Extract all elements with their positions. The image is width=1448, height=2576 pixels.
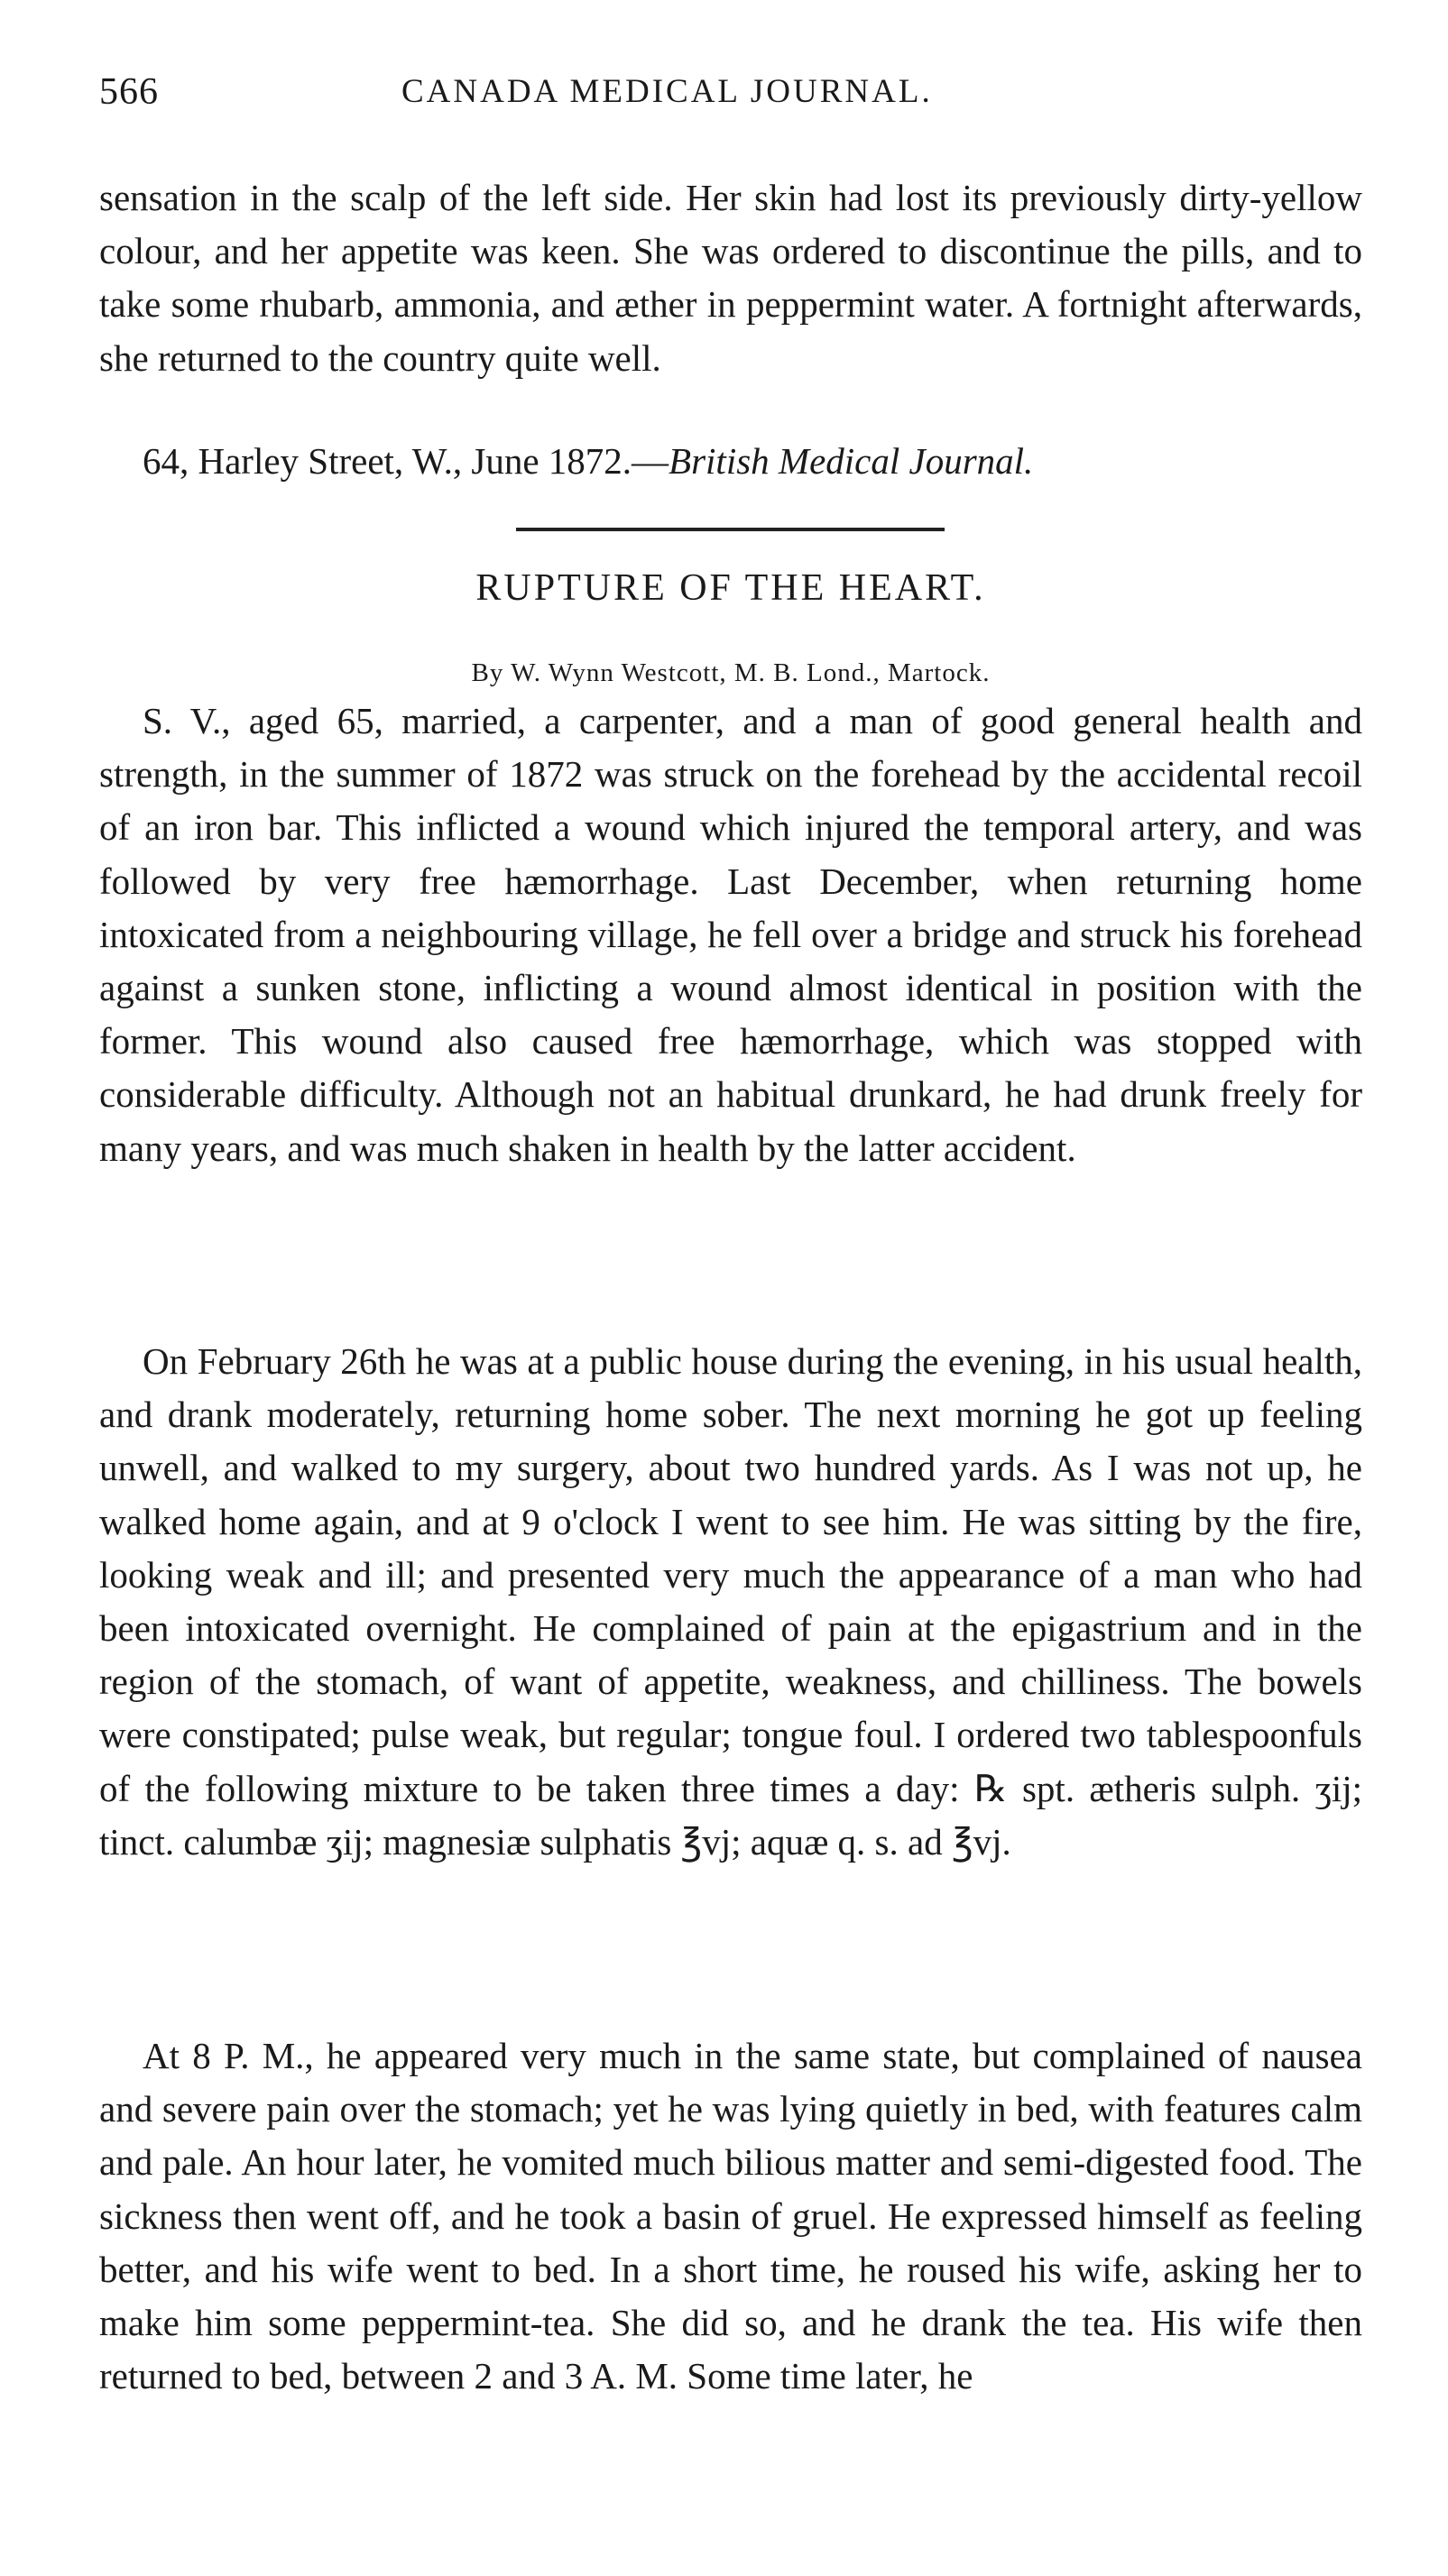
article-paragraph: S. V., aged 65, married, a carpenter, and a man of good general health and strength, in the summer of 1872 was struck on the forehead by the accidental recoil of an iron bar. This inflicted a wound which injured the temporal artery, and was followed by very free hæmorrhage. Last December, when returning home intoxicated from a neighbouring village, he fell over a bridge and struck his forehead against a sunken stone, inflicting a wound almost identical in position with the former. This wound also caused free hæmorrhage, which was stopped with considerable difficulty. Although not an habitual drunkard, he had drunk freely for many years, and was much shaken in health by the latter accident. <box>99 700 1362 1169</box>
page-number: 566 <box>99 71 159 113</box>
document-page <box>99 0 1362 2576</box>
article-paragraph: At 8 P. M., he appeared very much in the same state, but complained of nausea and severe pain over the stomach; yet he was lying quietly in bed, with features calm and pale. An hour later, he vomited much bilious matter and semi-digested food. The sickness then went off, and he took a basin of gruel. He expressed himself as feeling better, and his wife went to bed. In a short time, he roused his wife, asking her to make him some peppermint-tea. She did so, and he drank the tea. His wife then returned to bed, between 2 and 3 A. M. Some time later, he <box>99 2035 1362 2397</box>
signoff-journal: British Medical Journal. <box>669 440 1034 482</box>
journal-title: CANADA MEDICAL JOURNAL. <box>401 73 933 110</box>
article-byline: By W. Wynn Westcott, M. B. Lond., Martock. <box>471 658 991 687</box>
previous-article-signoff <box>143 435 1033 488</box>
article-title: RUPTURE OF THE HEART. <box>475 567 986 609</box>
article-paragraph: On February 26th he was at a public house during the evening, in his usual health, and drank moderately, returning home sober. The next morning he got up feeling unwell, and walked to my surgery, about two hundred yards. As I was not up, he walked home again, and at 9 o'clock I went to see him. He was sitting by the fire, looking weak and ill; and presented very much the appearance of a man who had been intoxicated overnight. He complained of pain at the epigastrium and in the region of the stomach, of want of appetite, weakness, and chilliness. The bowels were constipated; pulse weak, but regular; tongue foul. I ordered two tablespoonfuls of the following mixture to be taken three times a day: ℞ spt. ætheris sulph. ʒij; tinct. calumbæ ʒij; magnesiæ sulphatis ℥vj; aquæ q. s. ad ℥vj. <box>99 1340 1362 1863</box>
running-head <box>99 70 1362 124</box>
signoff-address: 64, Harley Street, W., June 1872.— <box>143 440 669 482</box>
continued-paragraph: sensation in the scalp of the left side. Her skin had lost its previously dirty-yellow colour, and her appetite was keen. She was ordered to discontinue the pills, and to take some rhubarb, ammonia, and æther in peppermint water. A fortnight afterwards, she returned to the country quite well. <box>99 177 1362 379</box>
section-divider <box>516 528 945 531</box>
